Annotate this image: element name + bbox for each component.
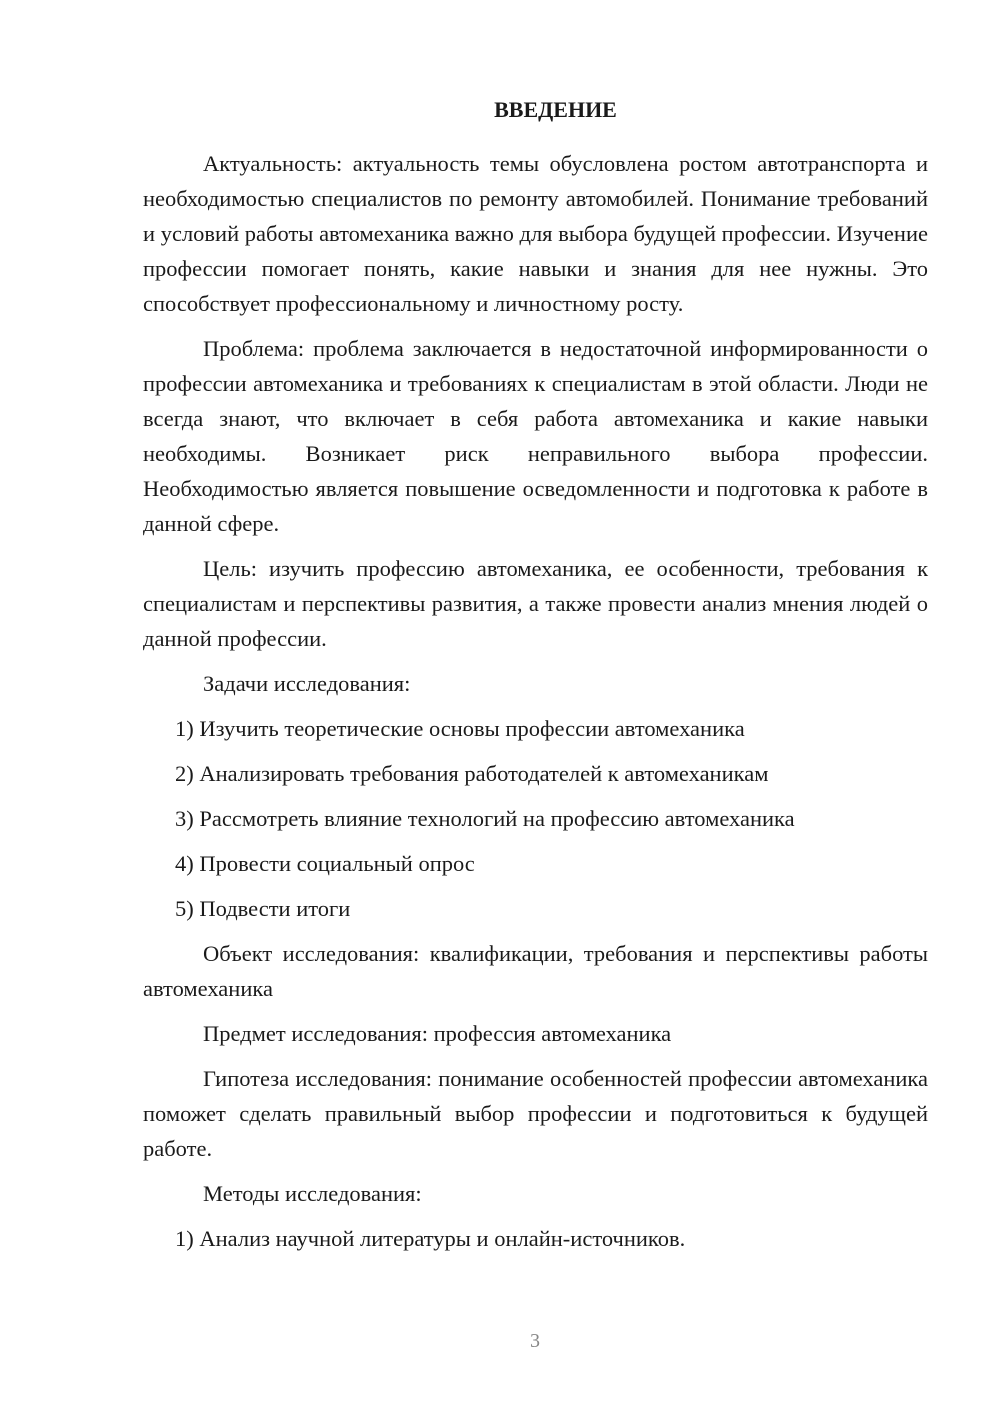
task-item-2: 2) Анализировать требования работодателей к автомеханикам	[175, 761, 769, 786]
task-item-5: 5) Подвести итоги	[175, 896, 351, 921]
task-item-3: 3) Рассмотреть влияние технологий на профессию автомеханика	[175, 806, 795, 831]
paragraph-hypothesis: Гипотеза исследования: понимание особенностей профессии автомеханика поможет сделать правильный выбор профессии и подготовиться к будущей работе.	[143, 1066, 928, 1161]
paragraph-problem: Проблема: проблема заключается в недостаточной информированности о профессии автомеханика и требованиях к специалистам в этой области. Люди не всегда знают, что включает в себя работа автомеханика и какие навыки необходимы. Возникает риск неправильного выбора профессии. Необходимостью является повышение осведомленности и подготовка к работе в данной сфере.	[143, 336, 928, 536]
page-number: 3	[530, 1330, 540, 1352]
task-item-1: 1) Изучить теоретические основы профессии автомеханика	[175, 716, 745, 741]
paragraph-object: Объект исследования: квалификации, требования и перспективы работы автомеханика	[143, 941, 928, 1001]
paragraph-relevance: Актуальность: актуальность темы обусловлена ростом автотранспорта и необходимостью специалистов по ремонту автомобилей. Понимание требований и условий работы автомеханика важно для выбора будущей профессии. Изучение профессии помогает понять, какие навыки и знания для нее нужны. Это способствует профессиональному и личностному росту.	[143, 151, 928, 316]
tasks-label: Задачи исследования:	[203, 671, 411, 696]
section-heading: ВВЕДЕНИЕ	[494, 97, 617, 122]
task-item-4: 4) Провести социальный опрос	[175, 851, 475, 876]
page-content	[143, 92, 928, 1266]
methods-label: Методы исследования:	[203, 1181, 422, 1206]
paragraph-goal: Цель: изучить профессию автомеханика, ее особенности, требования к специалистам и перспективы развития, а также провести анализ мнения людей о данной профессии.	[143, 556, 928, 651]
paragraph-subject: Предмет исследования: профессия автомеханика	[203, 1021, 672, 1046]
method-item-1: 1) Анализ научной литературы и онлайн-источников.	[175, 1226, 686, 1251]
